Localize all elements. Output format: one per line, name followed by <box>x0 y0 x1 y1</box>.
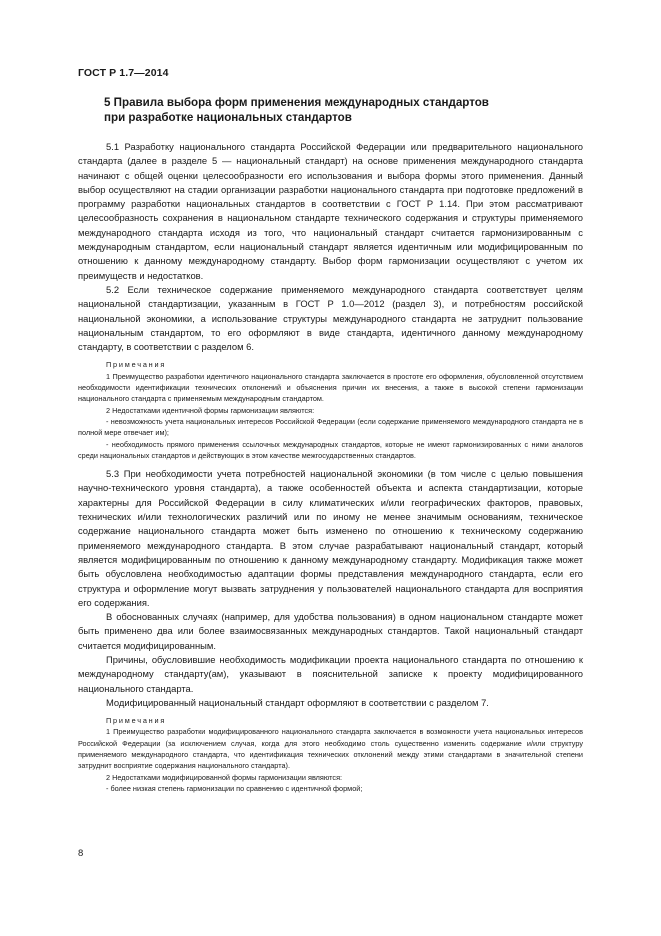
document-body <box>78 140 583 800</box>
document-header: ГОСТ Р 1.7—2014 <box>78 67 169 79</box>
note-item: 1 Преимущество разработки модифицированного национального стандарта заключается в возможности учета национальных интересов Российской Федерации (за исключением случая, когда для этого необходимо столь существенно изменить содержание и/или структуру применяемого международного стандарта, что идентификация технических отклонений между этими стандартами в значительной степени затруднит восприятие содержания национального стандарта). <box>78 727 583 771</box>
notes-block-1 <box>78 359 583 461</box>
note-item: - более низкая степень гармонизации по сравнению с идентичной формой; <box>106 783 363 793</box>
paragraph-justified-cases: В обоснованных случаях (например, для удобства пользования) в одном национальном стандарте может быть применено два или более взаимосвязанных международных стандартов. Такой национальный стандарт считается модифицированным. <box>78 611 583 651</box>
page-number: 8 <box>78 848 84 859</box>
notes-title: Примечания <box>106 360 167 370</box>
paragraph-5-2: 5.2 Если техническое содержание применяемого международного стандарта соответствует целям национальной стандартизации, указанным в ГОСТ Р 1.0—2012 (раздел 3), и потребностям российской национальной экономики, а использование структуры международного стандарта не затруднит пользование национальным стандартом, то его оформляют в виде стандарта, идентичного данному международному стандарту, в соответствии с разделом 6. <box>78 283 583 353</box>
section-title-line-2: при разработке национальных стандартов <box>104 111 352 124</box>
section-title <box>104 95 604 125</box>
notes-title: Примечания <box>106 716 167 726</box>
paragraph-5-1: 5.1 Разработку национального стандарта Российской Федерации или предварительного национального стандарта (далее в разделе 5 — национальный стандарт) на основе применения международного стандарта начинают с общей оценки целесообразности его использования и выбора формы этого применения. Данный выбор осуществляют на стадии организации разработки национального стандарта при подготовке предложений в программу разработки национальных стандартов в соответствии с ГОСТ Р 1.14. При этом рассматривают целесообразность сохранения в национальном стандарте технического содержания и структуры применяемого международного стандарта исходя из того, что национальный стандарт считается гармонизированным с международным стандартом, если национальный стандарт является идентичным или модифицированным по отношению к данному международному стандарту. Выбор форм гармонизации осуществляют с учетом их преимуществ и недостатков. <box>78 141 583 281</box>
note-item: 2 Недостатками идентичной формы гармонизации являются: <box>106 405 315 415</box>
notes-block-2 <box>78 715 583 794</box>
section-title-line-1: 5 Правила выбора форм применения международных стандартов <box>104 96 489 109</box>
paragraph-reasons: Причины, обусловившие необходимость модификации проекта национального стандарта по отношению к международному стандарту(ам), указывают в пояснительной записке к проекту модифицированного национального стандарта. <box>78 653 583 694</box>
paragraph-5-3: 5.3 При необходимости учета потребностей национальной экономики (в том числе с целью повышения научно-технического уровня стандарта), а также особенностей объекта и аспекта стандартизации, которые характерны для Российской Федерации в силу климатических и/или географических факторов, правовых, технических и/или технологических различий или по иному не менее значимым основаниям, техническое содержание национального стандарта может быть изменено по отношению к техническому содержанию применяемого международного стандарта. В этом случае разрабатывают национальный стандарт, который является модифицированным по отношению к данному международному стандарту. Модификация также может быть обусловлена необходимостью адаптации формы представления международного стандарта, если его структура и оформление могут вызвать затруднения у пользователей национального стандарта для восприятия его содержания. <box>78 468 583 608</box>
note-item: 1 Преимущество разработки идентичного национального стандарта заключается в простоте его оформления, обусловленной отсутствием необходимости идентификации технических отклонений и объяснения причин их внесения, а также в высокой степени гармонизации национального стандарта с применяемым международным стандартом. <box>78 371 583 404</box>
note-item: - невозможность учета национальных интересов Российской Федерации (если содержание применяемого международного стандарта не в полной мере отвечает им); <box>78 416 583 438</box>
note-item: 2 Недостатками модифицированной формы гармонизации являются: <box>106 772 343 782</box>
note-item: - необходимость прямого применения ссылочных международных стандартов, которые не имеют гармонизированных с ними аналогов среди национальных стандартов и действующих в этом качестве межгосударственных стандартов. <box>78 439 583 460</box>
paragraph-format: Модифицированный национальный стандарт оформляют в соответствии с разделом 7. <box>106 696 489 708</box>
